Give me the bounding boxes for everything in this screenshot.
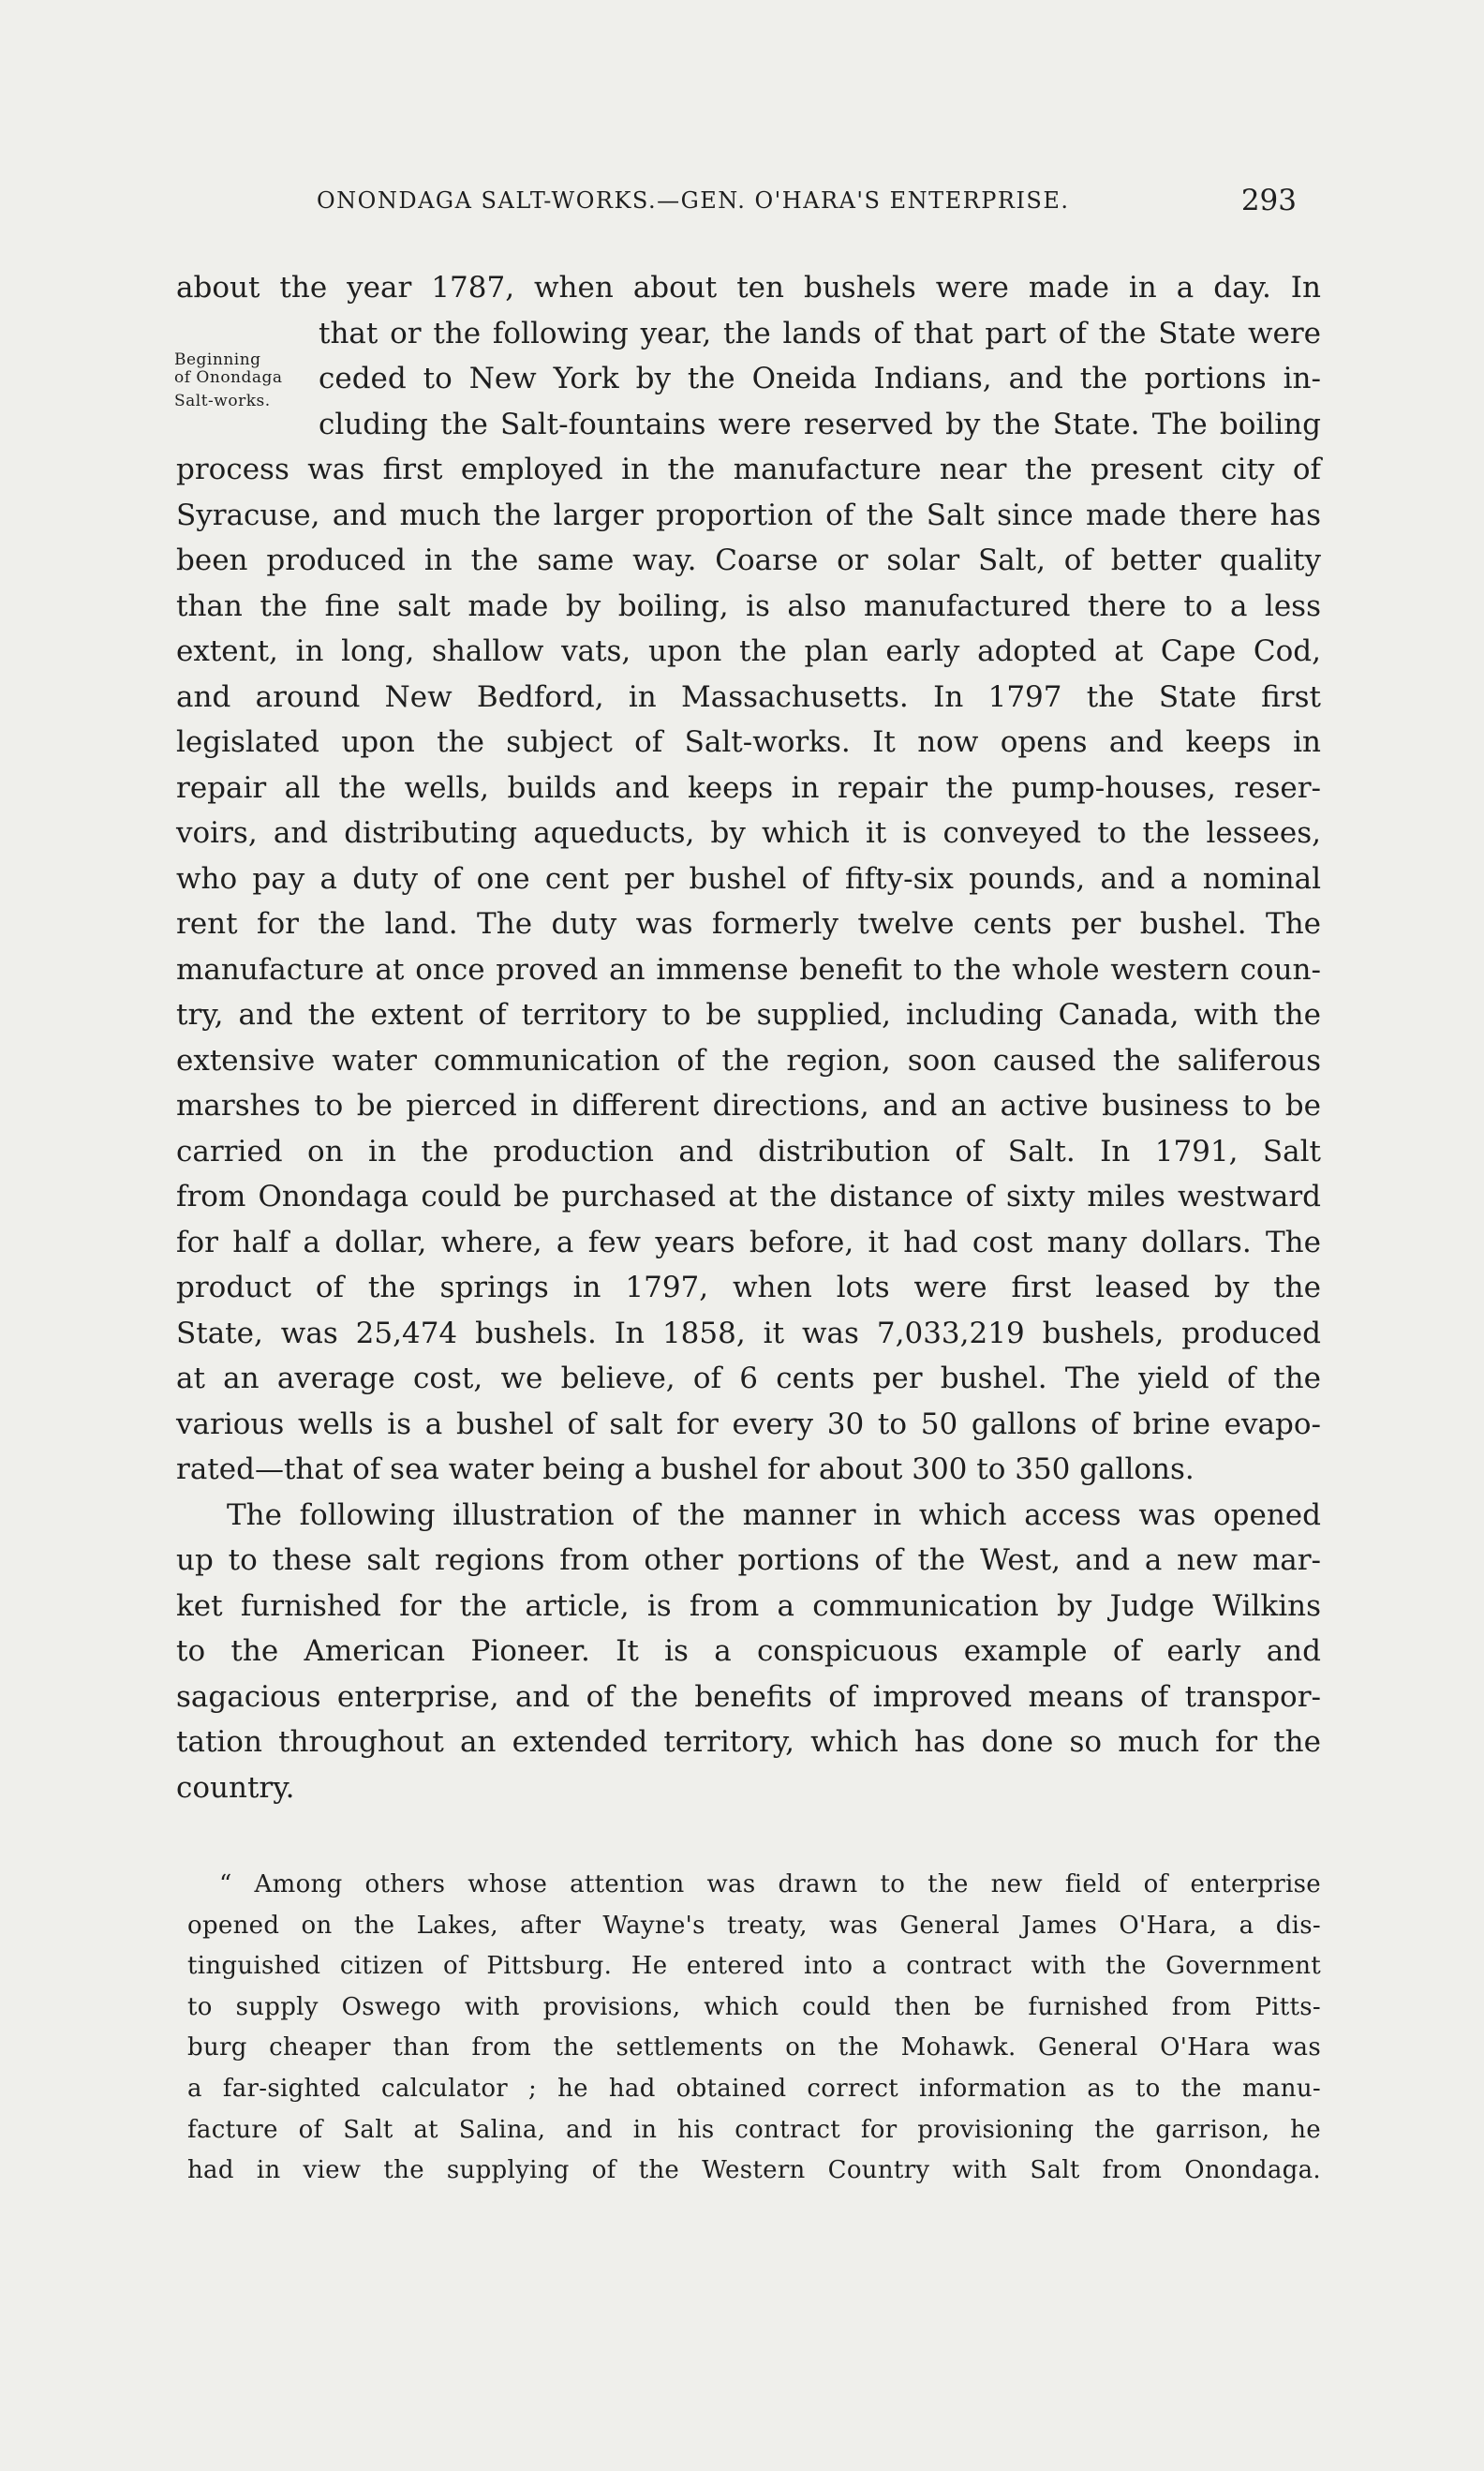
text-line: that or the following year, the lands of that part of the State were xyxy=(319,316,1321,350)
text-line: up to these salt regions from other portions of the West, and a new mar- xyxy=(176,1543,1321,1577)
text-line: rated—that of sea water being a bushel for about 300 to 350 gallons. xyxy=(176,1452,1195,1486)
text-line: Syracuse, and much the larger proportion of the Salt since made there has xyxy=(176,498,1321,532)
quote-line: had in view the supplying of the Western Country with Salt from Onondaga. xyxy=(187,2156,1321,2185)
page-header xyxy=(317,184,1297,221)
body-text xyxy=(176,265,1321,1810)
text-line: extent, in long, shallow vats, upon the plan early adopted at Cape Cod, xyxy=(176,634,1321,668)
marginal-note-line: Salt-works. xyxy=(174,392,271,410)
text-line: at an average cost, we believe, of 6 cents per bushel. The yield of the xyxy=(176,1362,1321,1395)
text-line: ket furnished for the article, is from a communication by Judge Wilkins xyxy=(176,1588,1321,1623)
block-quote xyxy=(187,1865,1321,2192)
text-line: voirs, and distributing aqueducts, by which it is conveyed to the lessees, xyxy=(176,816,1321,850)
text-line: extensive water communication of the region, soon caused the saliferous xyxy=(176,1043,1321,1078)
quote-line: tinguished citizen of Pittsburg. He entered into a contract with the Government xyxy=(187,1952,1321,1981)
text-line: and around New Bedford, in Massachusetts. In 1797 the State first xyxy=(176,679,1321,714)
text-line: try, and the extent of territory to be supplied, including Canada, with the xyxy=(176,998,1321,1032)
text-line: country. xyxy=(176,1770,295,1805)
text-line: rent for the land. The duty was formerly twelve cents per bushel. The xyxy=(176,907,1321,941)
text-line: process was first employed in the manufacture near the present city of xyxy=(176,453,1321,486)
text-line: to the American Pioneer. It is a conspicuous example of early and xyxy=(176,1634,1321,1668)
text-line: marshes to be pierced in different directions, and an active business to be xyxy=(176,1089,1321,1123)
text-line: cluding the Salt-fountains were reserved by the State. The boiling xyxy=(319,407,1321,441)
page-number: 293 xyxy=(1240,184,1297,217)
quote-line: facture of Salt at Salina, and in his contract for provisioning the garrison, he xyxy=(187,2115,1321,2144)
text-line: product of the springs in 1797, when lots were first leased by the xyxy=(176,1271,1321,1304)
text-line: from Onondaga could be purchased at the distance of sixty miles westward xyxy=(176,1180,1321,1213)
text-line: who pay a duty of one cent per bushel of fifty-six pounds, and a nominal xyxy=(176,861,1321,896)
running-head: ONONDAGA SALT-WORKS.—GEN. O'HARA'S ENTERPRISE. xyxy=(317,187,1070,214)
text-line: tation throughout an extended territory, which has done so much for the xyxy=(176,1725,1321,1759)
text-line: about the year 1787, when about ten bushels were made in a day. In xyxy=(176,271,1321,305)
text-line: repair all the wells, builds and keeps in repair the pump-houses, reser- xyxy=(176,770,1321,805)
quote-line: to supply Oswego with provisions, which could then be furnished from Pitts- xyxy=(187,1992,1321,2021)
text-line: various wells is a bushel of salt for every 30 to 50 gallons of brine evapo- xyxy=(176,1407,1321,1441)
quote-line: a far-sighted calculator ; he had obtained correct information as to the manu- xyxy=(187,2074,1321,2103)
text-line: sagacious enterprise, and of the benefits of improved means of transpor- xyxy=(176,1679,1321,1714)
text-line: The following illustration of the manner in which access was opened xyxy=(227,1497,1321,1532)
marginal-note-line: of Onondaga xyxy=(174,368,283,387)
text-line: than the fine salt made by boiling, is also manufactured there to a less xyxy=(176,588,1321,623)
text-line: manufacture at once proved an immense benefit to the whole western coun- xyxy=(176,952,1321,987)
text-line: been produced in the same way. Coarse or solar Salt, of better quality xyxy=(176,543,1321,577)
text-line: for half a dollar, where, a few years before, it had cost many dollars. The xyxy=(176,1225,1321,1259)
marginal-note-line: Beginning xyxy=(174,350,261,369)
quote-line: opened on the Lakes, after Wayne's treaty, was General James O'Hara, a dis- xyxy=(187,1911,1321,1940)
quote-line: burg cheaper than from the settlements on the Mohawk. General O'Hara was xyxy=(187,2033,1321,2062)
text-line: State, was 25,474 bushels. In 1858, it was 7,033,219 bushels, produced xyxy=(176,1316,1321,1350)
text-line: legislated upon the subject of Salt-works. It now opens and keeps in xyxy=(176,725,1321,759)
text-line: carried on in the production and distribution of Salt. In 1791, Salt xyxy=(176,1134,1321,1169)
text-line: ceded to New York by the Oneida Indians, and the portions in- xyxy=(319,362,1321,395)
quote-line: “ Among others whose attention was drawn to the new field of enterprise xyxy=(219,1870,1321,1898)
